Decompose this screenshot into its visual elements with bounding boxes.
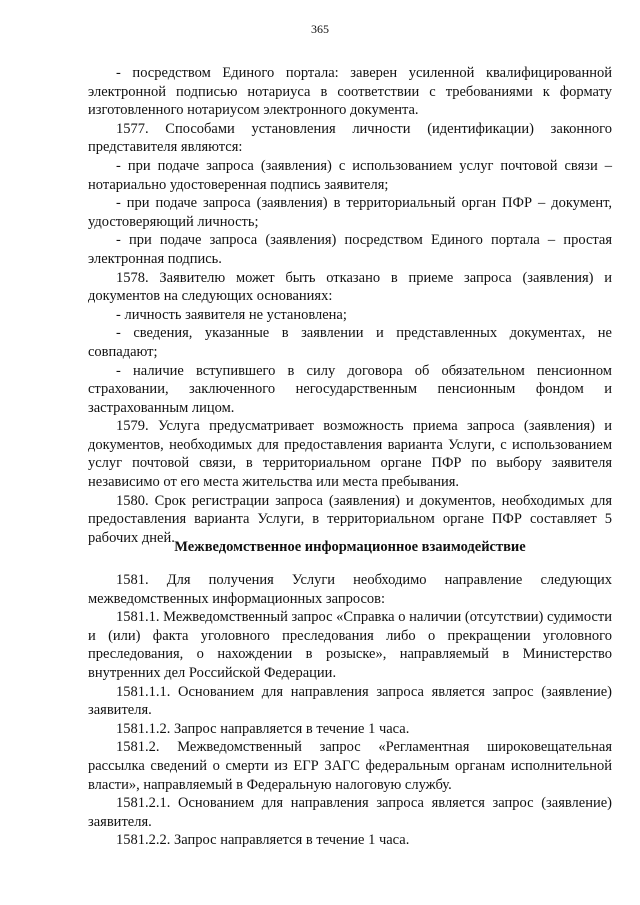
paragraph: 1581.2.1. Основанием для направления запроса является запрос (заявление) заявителя. bbox=[88, 795, 612, 830]
paragraph: - при подаче запроса (заявления) в территориальный орган ПФР – документ, удостоверяющий личность; bbox=[88, 195, 612, 230]
paragraph: 1581.2.2. Запрос направляется в течение 1 часа. bbox=[116, 832, 410, 849]
paragraph: 1581.1.1. Основанием для направления запроса является запрос (заявление) заявителя. bbox=[88, 683, 612, 719]
paragraph: - посредством Единого портала: заверен усиленной квалифицированной электронной подписью нотариуса в соответствии с требованиями к формату изготовленного нотариусом электронного документа. bbox=[88, 65, 612, 119]
paragraph: 1581.1. Межведомственный запрос «Справка о наличии (отсутствии) судимости и (или) факта уголовного преследования либо о прекращении уголовного преследования, о нахождении в розыске», направляемый в Министерство внутренних дел Российской Федерации. bbox=[88, 609, 612, 681]
paragraph: 1581. Для получения Услуги необходимо направление следующих межведомственных информационных запросов: bbox=[88, 572, 612, 607]
paragraph: 1581.1.2. Запрос направляется в течение 1 часа. bbox=[116, 720, 410, 737]
paragraph: 1579. Услуга предусматривает возможность приема запроса (заявления) и документов, необходимых для предоставления варианта Услуги, с использованием услуг почтовой связи, в территориальном органе ПФР по выбору заявителя независимо от его места жительства или места пребывания. bbox=[88, 418, 612, 491]
paragraph: 1578. Заявителю может быть отказано в приеме запроса (заявления) и документов на следующих основаниях: bbox=[88, 269, 612, 305]
paragraph: 1580. Срок регистрации запроса (заявления) и документов, необходимых для предоставления варианта Услуги, в территориальном органе ПФР составляет 5 рабочих дней. bbox=[88, 492, 612, 546]
paragraph: - наличие вступившего в силу договора об обязательном пенсионном страховании, заключенного негосударственным пенсионным фондом и застрахованным лицом. bbox=[88, 362, 612, 416]
paragraph: 1577. Способами установления личности (идентификации) законного представителя являются: bbox=[88, 120, 612, 156]
bottom-text-block bbox=[88, 571, 612, 850]
paragraph: - сведения, указанные в заявлении и представленных документах, не совпадают; bbox=[88, 325, 612, 360]
top-text-block bbox=[88, 64, 612, 547]
paragraph: 1581.2. Межведомственный запрос «Регламентная широковещательная рассылка сведений о смерти из ЕГР ЗАГС федеральным органам исполнительной власти», направляемый в Федеральную налоговую службу. bbox=[88, 739, 612, 793]
page-number: 365 bbox=[311, 22, 329, 36]
paragraph: - личность заявителя не установлена; bbox=[116, 306, 347, 323]
paragraph: - при подаче запроса (заявления) с использованием услуг почтовой связи – нотариально удостоверенная подпись заявителя; bbox=[88, 157, 612, 193]
section-heading: Межведомственное информационное взаимодействие bbox=[174, 539, 526, 555]
paragraph: - при подаче запроса (заявления) посредством Единого портала – простая электронная подпись. bbox=[88, 232, 612, 267]
